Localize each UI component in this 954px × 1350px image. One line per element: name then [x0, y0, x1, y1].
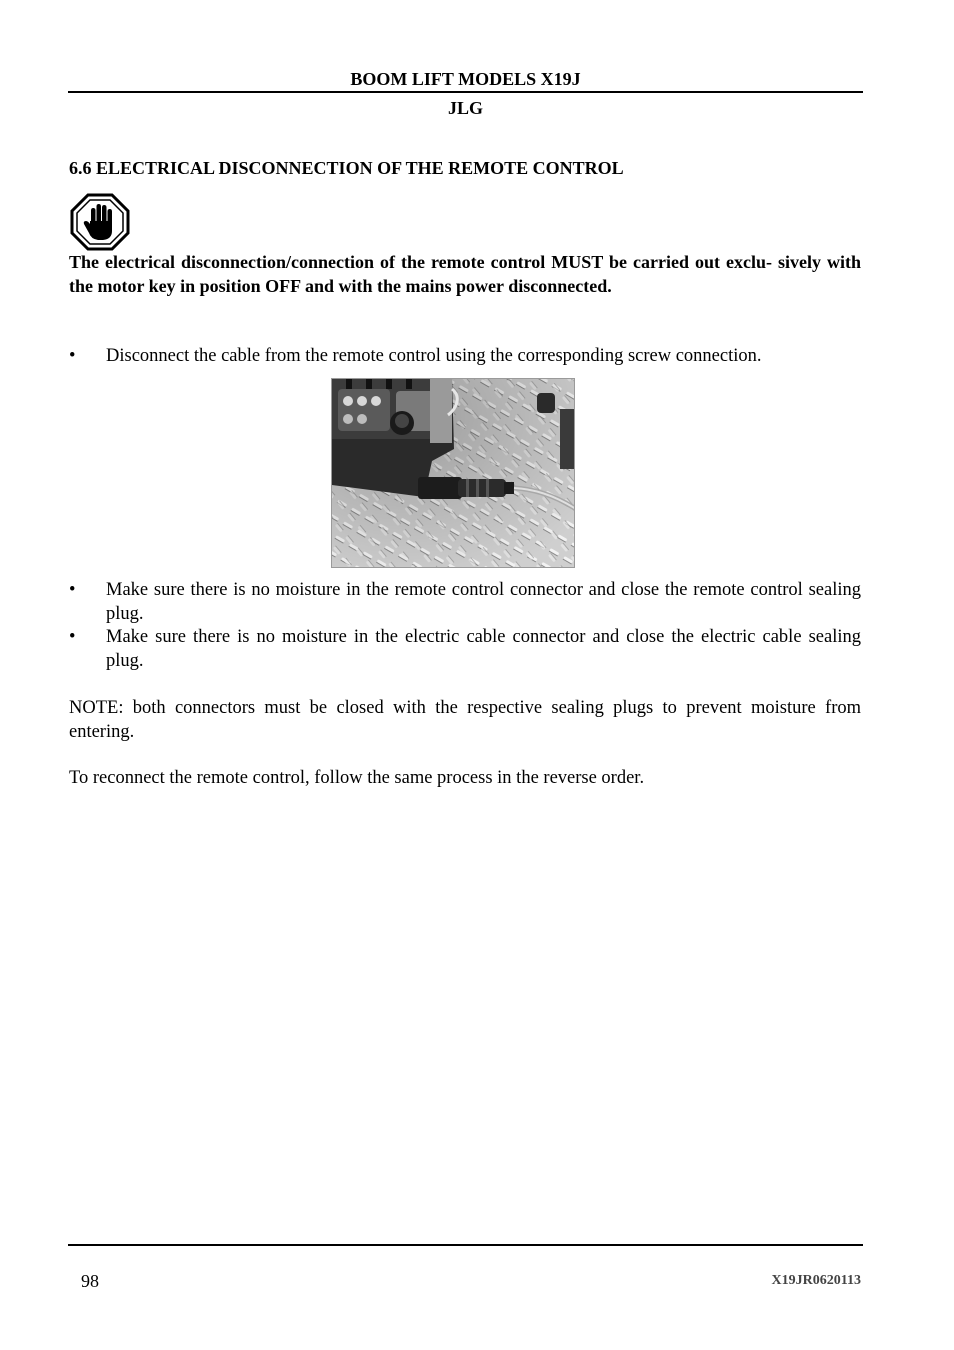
page-number: 98 — [81, 1271, 99, 1291]
stop-hand-icon — [70, 193, 130, 251]
bullet-marker: • — [69, 346, 76, 366]
bullet-marker: • — [69, 580, 76, 600]
bullet-marker: • — [69, 627, 76, 647]
list-item — [69, 345, 861, 369]
section-heading: 6.6 ELECTRICAL DISCONNECTION OF THE REMOTE CONTROL — [69, 158, 624, 178]
header-title: BOOM LIFT MODELS X19J — [350, 69, 581, 89]
warning-text: The electrical disconnection/connection of the remote control MUST be carried out exclu- sively with the motor key in position OFF and with the mains power disconnected. — [69, 252, 861, 296]
remote-control-photo — [331, 378, 575, 568]
list-item-text: Disconnect the cable from the remote control using the corresponding screw connection. — [106, 346, 762, 366]
header-rule — [68, 91, 863, 93]
header-brand: JLG — [447, 98, 483, 118]
reconnect-text: To reconnect the remote control, follow the same process in the reverse order. — [69, 768, 645, 788]
list-item-text: Make sure there is no moisture in the remote control connector and close the remote control sealing plug. — [106, 580, 861, 624]
list-item — [69, 579, 861, 626]
list-item-text: Make sure there is no moisture in the electric cable connector and close the electric cable sealing plug. — [106, 627, 861, 671]
note-text: NOTE: both connectors must be closed with the respective sealing plugs to prevent moisture from entering. — [69, 698, 861, 742]
document-code: X19JR0620113 — [771, 1273, 861, 1288]
page-header — [68, 68, 863, 119]
list-item — [69, 626, 861, 673]
footer-rule — [68, 1244, 863, 1246]
